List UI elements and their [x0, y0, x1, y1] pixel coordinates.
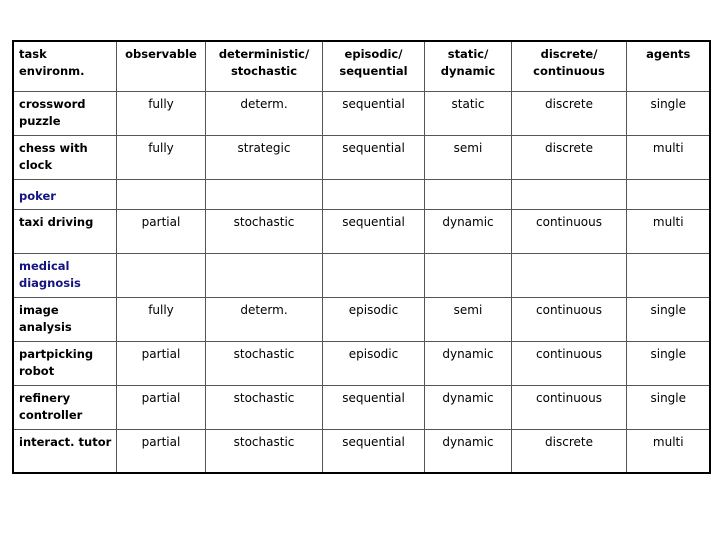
table-cell	[322, 253, 424, 297]
table-header-row	[13, 41, 710, 91]
table-cell: sequential	[322, 209, 424, 253]
table-cell	[424, 179, 511, 209]
table-cell: stochastic	[205, 429, 322, 473]
table-row	[13, 179, 710, 209]
header-task-environment: task environm.	[13, 41, 116, 91]
table-cell: single	[626, 385, 710, 429]
table-cell: determ.	[205, 297, 322, 341]
table-cell	[511, 179, 626, 209]
table-cell: sequential	[322, 429, 424, 473]
table-row	[13, 297, 710, 341]
row-label: poker	[13, 179, 116, 209]
table-cell: stochastic	[205, 209, 322, 253]
table-row	[13, 385, 710, 429]
table-cell: discrete	[511, 135, 626, 179]
table-cell	[511, 253, 626, 297]
row-label: chess with clock	[13, 135, 116, 179]
table-cell: sequential	[322, 385, 424, 429]
header-observable: observable	[116, 41, 205, 91]
table-cell	[626, 253, 710, 297]
table-cell: multi	[626, 429, 710, 473]
header-agents: agents	[626, 41, 710, 91]
table-cell	[116, 179, 205, 209]
table-cell: dynamic	[424, 341, 511, 385]
table-cell: episodic	[322, 341, 424, 385]
table-cell	[626, 179, 710, 209]
row-label: image analysis	[13, 297, 116, 341]
table-cell: continuous	[511, 209, 626, 253]
table-row	[13, 91, 710, 135]
table-cell: dynamic	[424, 385, 511, 429]
task-environment-table	[12, 40, 711, 474]
table-row	[13, 341, 710, 385]
table-row	[13, 135, 710, 179]
row-label: refinery controller	[13, 385, 116, 429]
table-row	[13, 429, 710, 473]
table-cell	[116, 253, 205, 297]
table-cell: single	[626, 341, 710, 385]
table-cell: dynamic	[424, 429, 511, 473]
table-row	[13, 209, 710, 253]
table-cell	[424, 253, 511, 297]
table-cell: discrete	[511, 91, 626, 135]
table-cell: stochastic	[205, 341, 322, 385]
table-cell: fully	[116, 135, 205, 179]
table-cell: multi	[626, 209, 710, 253]
table-cell: multi	[626, 135, 710, 179]
table-cell: partial	[116, 385, 205, 429]
row-label: interact. tutor	[13, 429, 116, 473]
table-cell	[205, 253, 322, 297]
table-cell: fully	[116, 297, 205, 341]
table-cell: determ.	[205, 91, 322, 135]
table-row	[13, 253, 710, 297]
header-episodic-sequential: episodic/ sequential	[322, 41, 424, 91]
table-cell: partial	[116, 429, 205, 473]
table-cell: semi	[424, 135, 511, 179]
table-cell: discrete	[511, 429, 626, 473]
header-deterministic-stochastic: deterministic/ stochastic	[205, 41, 322, 91]
table-cell: continuous	[511, 297, 626, 341]
table-cell: stochastic	[205, 385, 322, 429]
table-cell: partial	[116, 341, 205, 385]
table-cell: continuous	[511, 385, 626, 429]
table-cell: single	[626, 91, 710, 135]
row-label: taxi driving	[13, 209, 116, 253]
table-cell: dynamic	[424, 209, 511, 253]
table-cell: semi	[424, 297, 511, 341]
table-cell: strategic	[205, 135, 322, 179]
table-cell: sequential	[322, 135, 424, 179]
table-cell	[205, 179, 322, 209]
row-label: medical diagnosis	[13, 253, 116, 297]
header-discrete-continuous: discrete/ continuous	[511, 41, 626, 91]
row-label: crossword puzzle	[13, 91, 116, 135]
table-cell: static	[424, 91, 511, 135]
environment-table-wrapper	[12, 40, 711, 474]
table-cell: sequential	[322, 91, 424, 135]
row-label: partpicking robot	[13, 341, 116, 385]
table-cell	[322, 179, 424, 209]
table-cell: partial	[116, 209, 205, 253]
table-cell: episodic	[322, 297, 424, 341]
table-cell: fully	[116, 91, 205, 135]
table-cell: continuous	[511, 341, 626, 385]
table-cell: single	[626, 297, 710, 341]
header-static-dynamic: static/ dynamic	[424, 41, 511, 91]
